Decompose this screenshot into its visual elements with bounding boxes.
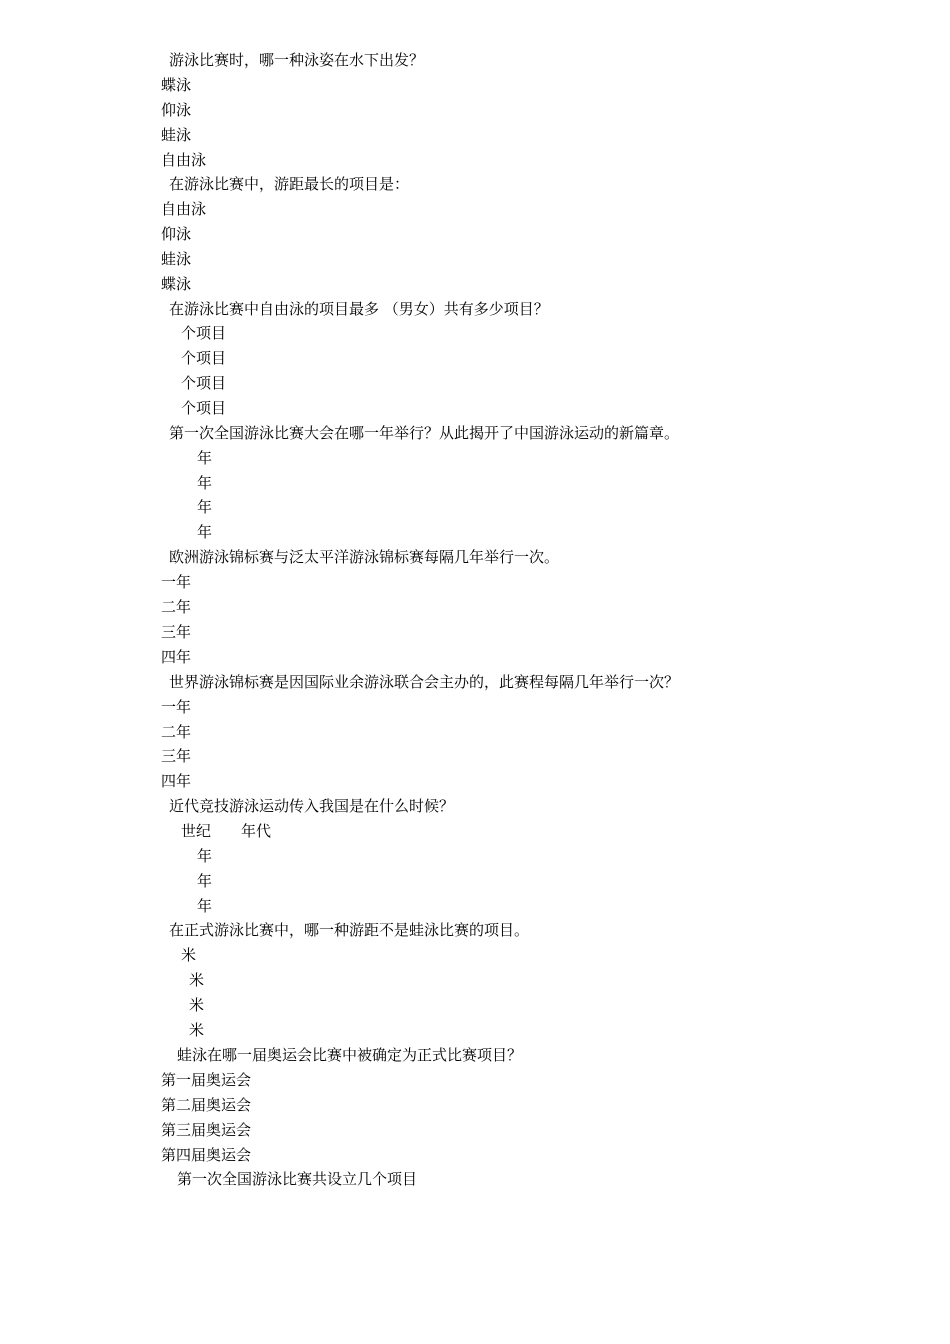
question-6-option-4: 四年 xyxy=(161,772,192,790)
question-7-option-2: 年 xyxy=(197,847,213,865)
question-1-option-2: 仰泳 xyxy=(161,101,192,119)
question-6-option-1: 一年 xyxy=(161,698,192,716)
question-5-text: 欧洲游泳锦标赛与泛太平洋游泳锦标赛每隔几年举行一次。 xyxy=(169,548,560,566)
question-8-option-2: 米 xyxy=(189,971,205,989)
question-9-option-1: 第一届奥运会 xyxy=(161,1071,252,1089)
question-9-text: 蛙泳在哪一届奥运会比赛中被确定为正式比赛项目？ xyxy=(177,1046,523,1064)
question-3-option-3: 个项目 xyxy=(181,374,227,392)
question-3-option-2: 个项目 xyxy=(181,349,227,367)
question-7-option-1: 世纪 年代 xyxy=(181,822,272,840)
question-3-text: 在游泳比赛中自由泳的项目最多 （男女）共有多少项目？ xyxy=(169,300,549,318)
question-1-option-3: 蛙泳 xyxy=(161,126,192,144)
question-6-text: 世界游泳锦标赛是因国际业余游泳联合会主办的，此赛程每隔几年举行一次？ xyxy=(169,673,680,691)
question-8-text: 在正式游泳比赛中，哪一种游距不是蛙泳比赛的项目。 xyxy=(169,921,530,939)
question-2-option-1: 自由泳 xyxy=(161,200,207,218)
question-7-option-4: 年 xyxy=(197,897,213,915)
question-5-option-3: 三年 xyxy=(161,623,192,641)
question-2-option-4: 蝶泳 xyxy=(161,275,192,293)
question-5-option-4: 四年 xyxy=(161,648,192,666)
question-2-option-3: 蛙泳 xyxy=(161,250,192,268)
question-5-option-1: 一年 xyxy=(161,573,192,591)
question-1-text: 游泳比赛时，哪一种泳姿在水下出发？ xyxy=(169,51,425,69)
question-3-option-1: 个项目 xyxy=(181,324,227,342)
question-3-option-4: 个项目 xyxy=(181,399,227,417)
question-2-option-2: 仰泳 xyxy=(161,225,192,243)
question-7-text: 近代竞技游泳运动传入我国是在什么时候？ xyxy=(169,797,455,815)
question-8-option-1: 米 xyxy=(181,946,197,964)
question-5-option-2: 二年 xyxy=(161,598,192,616)
question-8-option-3: 米 xyxy=(189,996,205,1014)
question-1-option-1: 蝶泳 xyxy=(161,76,192,94)
question-2-text: 在游泳比赛中，游距最长的项目是： xyxy=(169,175,410,193)
question-1-option-4: 自由泳 xyxy=(161,151,207,169)
question-4-option-3: 年 xyxy=(197,498,213,516)
question-4-option-2: 年 xyxy=(197,474,213,492)
question-9-option-2: 第二届奥运会 xyxy=(161,1096,252,1114)
question-9-option-4: 第四届奥运会 xyxy=(161,1146,252,1164)
question-8-option-4: 米 xyxy=(189,1021,205,1039)
question-9-option-3: 第三届奥运会 xyxy=(161,1121,252,1139)
question-7-option-3: 年 xyxy=(197,872,213,890)
question-6-option-3: 三年 xyxy=(161,747,192,765)
question-6-option-2: 二年 xyxy=(161,723,192,741)
question-4-option-1: 年 xyxy=(197,449,213,467)
question-10-text: 第一次全国游泳比赛共设立几个项目 xyxy=(177,1170,418,1188)
question-4-option-4: 年 xyxy=(197,523,213,541)
question-4-text: 第一次全国游泳比赛大会在哪一年举行？从此揭开了中国游泳运动的新篇章。 xyxy=(169,424,680,442)
